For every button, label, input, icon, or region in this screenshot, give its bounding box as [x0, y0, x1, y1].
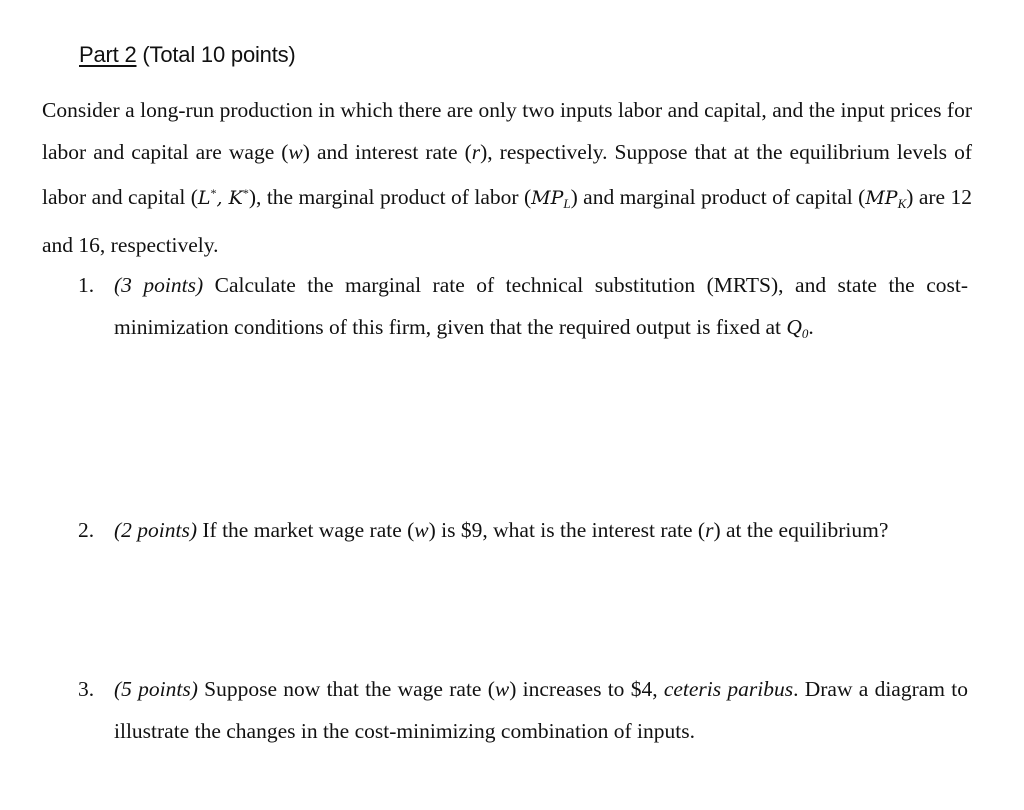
wage-symbol: w — [414, 518, 429, 542]
intro-text: ), the marginal product of labor ( — [248, 185, 532, 209]
intro-text: ) are 12 and 16, respectively. — [42, 185, 972, 257]
question-points: (5 points) — [114, 677, 198, 701]
intro-text: Consider a long-run production in which there are only two inputs labor and capital, and the input prices for labor and capital are wage ( — [42, 98, 972, 164]
question-text: ) is $9, what is the interest rate ( — [428, 518, 706, 542]
capital-symbol: K — [228, 187, 243, 209]
question-text: Suppose now that the wage rate ( — [197, 677, 495, 701]
total-points-label: (Total 10 points) — [142, 42, 296, 67]
question-text: ) at the equilibrium? — [713, 518, 889, 542]
intro-paragraph — [42, 90, 972, 266]
question-text: . — [808, 314, 814, 339]
section-heading — [79, 42, 296, 68]
question-1 — [78, 265, 968, 354]
comma: , — [216, 187, 229, 209]
ceteris-paribus-text: ceteris paribus — [663, 677, 794, 701]
star-superscript: * — [242, 186, 249, 200]
mpk-symbol: MP — [865, 187, 898, 209]
output-subscript: 0 — [801, 325, 809, 341]
question-2 — [78, 510, 968, 552]
question-points: (3 points) — [114, 273, 204, 297]
question-number: 1. — [78, 273, 95, 297]
question-number: 2. — [78, 518, 95, 542]
question-text: . Draw a diagram to illustrate the changes in the cost-minimizing combination of inputs. — [114, 677, 968, 743]
intro-text: ) and marginal product of capital ( — [570, 185, 866, 209]
wage-symbol: w — [288, 139, 303, 164]
mpk-subscript: K — [897, 196, 907, 211]
part-label: Part 2 — [79, 42, 137, 67]
question-body — [114, 265, 968, 354]
star-superscript: * — [210, 186, 217, 200]
question-body — [114, 510, 968, 552]
intro-text: ) and interest rate ( — [302, 139, 472, 164]
question-3 — [78, 669, 968, 752]
question-number: 3. — [78, 677, 95, 701]
intro-text: ), respectively. Suppose that at the equilibrium levels of labor and capital ( — [42, 139, 972, 209]
question-points: (2 points) — [114, 518, 198, 542]
interest-symbol: r — [471, 139, 481, 164]
question-text: Calculate the marginal rate of technical substitution (MRTS), and state the cost-minimization conditions of this firm, given that the required output is fixed at — [114, 273, 968, 339]
wage-symbol: w — [494, 677, 510, 701]
mpl-subscript: L — [563, 196, 571, 211]
question-text: If the market wage rate ( — [197, 518, 415, 542]
question-body — [114, 669, 968, 752]
output-symbol: Q — [786, 314, 802, 339]
labor-symbol: L — [197, 187, 211, 209]
mpl-symbol: MP — [531, 187, 564, 209]
question-text: ) increases to $4, — [509, 677, 664, 701]
interest-symbol: r — [705, 518, 714, 542]
